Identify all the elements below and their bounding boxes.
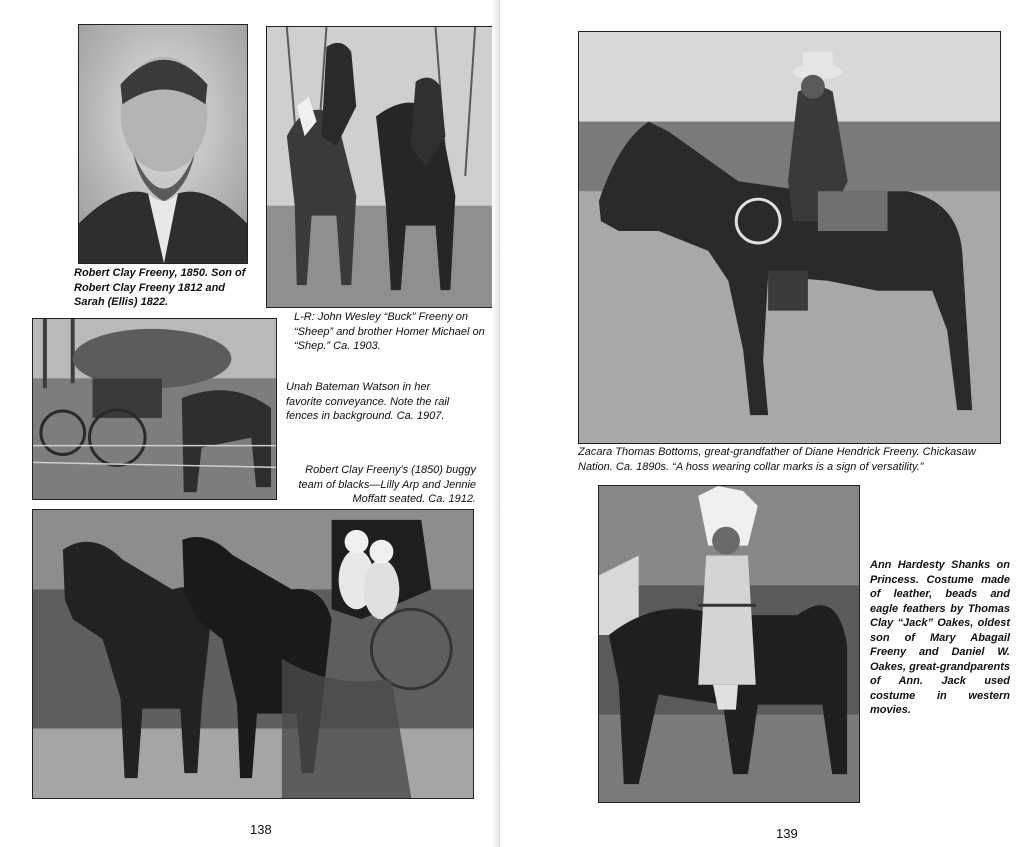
costume-photo bbox=[598, 485, 860, 803]
page-number-right: 139 bbox=[776, 826, 798, 841]
page-number-left: 138 bbox=[250, 822, 272, 837]
portrait-photo bbox=[78, 24, 248, 264]
riders-image bbox=[267, 27, 493, 307]
buggy-image bbox=[33, 510, 473, 798]
page-138 bbox=[0, 0, 500, 847]
wagon-photo bbox=[32, 318, 277, 500]
page-139 bbox=[500, 0, 1024, 847]
rider-photo bbox=[578, 31, 1001, 444]
costume-image bbox=[599, 486, 859, 802]
riders-caption: L-R: John Wesley “Buck” Freeny on “Sheep” and brother Homer Michael on “Shep.” Ca. 1903. bbox=[294, 311, 485, 352]
portrait-image bbox=[79, 25, 247, 263]
portrait-caption: Robert Clay Freeny, 1850. Son of Robert Clay Freeny 1812 and Sarah (Ellis) 1822. bbox=[74, 267, 246, 308]
rider-caption: Zacara Thomas Bottoms, great-grandfather of Diane Hendrick Freeny. Chickasaw Nation. Ca. 1890s. “A hoss wearing collar marks is a sign of versatility.” bbox=[578, 446, 976, 473]
buggy-photo bbox=[32, 509, 474, 799]
costume-caption: Ann Hardesty Shanks on Princess. Costume made of leather, beads and eagle feathers by Thomas Clay “Jack” Oakes, oldest son of Mary Abagail Freeny and Daniel W. Oakes, great-grandparents of Ann. Jack used costume in western movies. bbox=[870, 559, 1010, 716]
wagon-caption: Unah Bateman Watson in her favorite conveyance. Note the rail fences in background. Ca. 1907. bbox=[286, 381, 450, 422]
rider-image bbox=[579, 32, 1000, 443]
riders-photo bbox=[266, 26, 494, 308]
buggy-caption: Robert Clay Freeny's (1850) buggy team of blacks—Lilly Arp and Jennie Moffatt seated. Ca. 1912. bbox=[298, 464, 476, 505]
wagon-image bbox=[33, 319, 276, 499]
